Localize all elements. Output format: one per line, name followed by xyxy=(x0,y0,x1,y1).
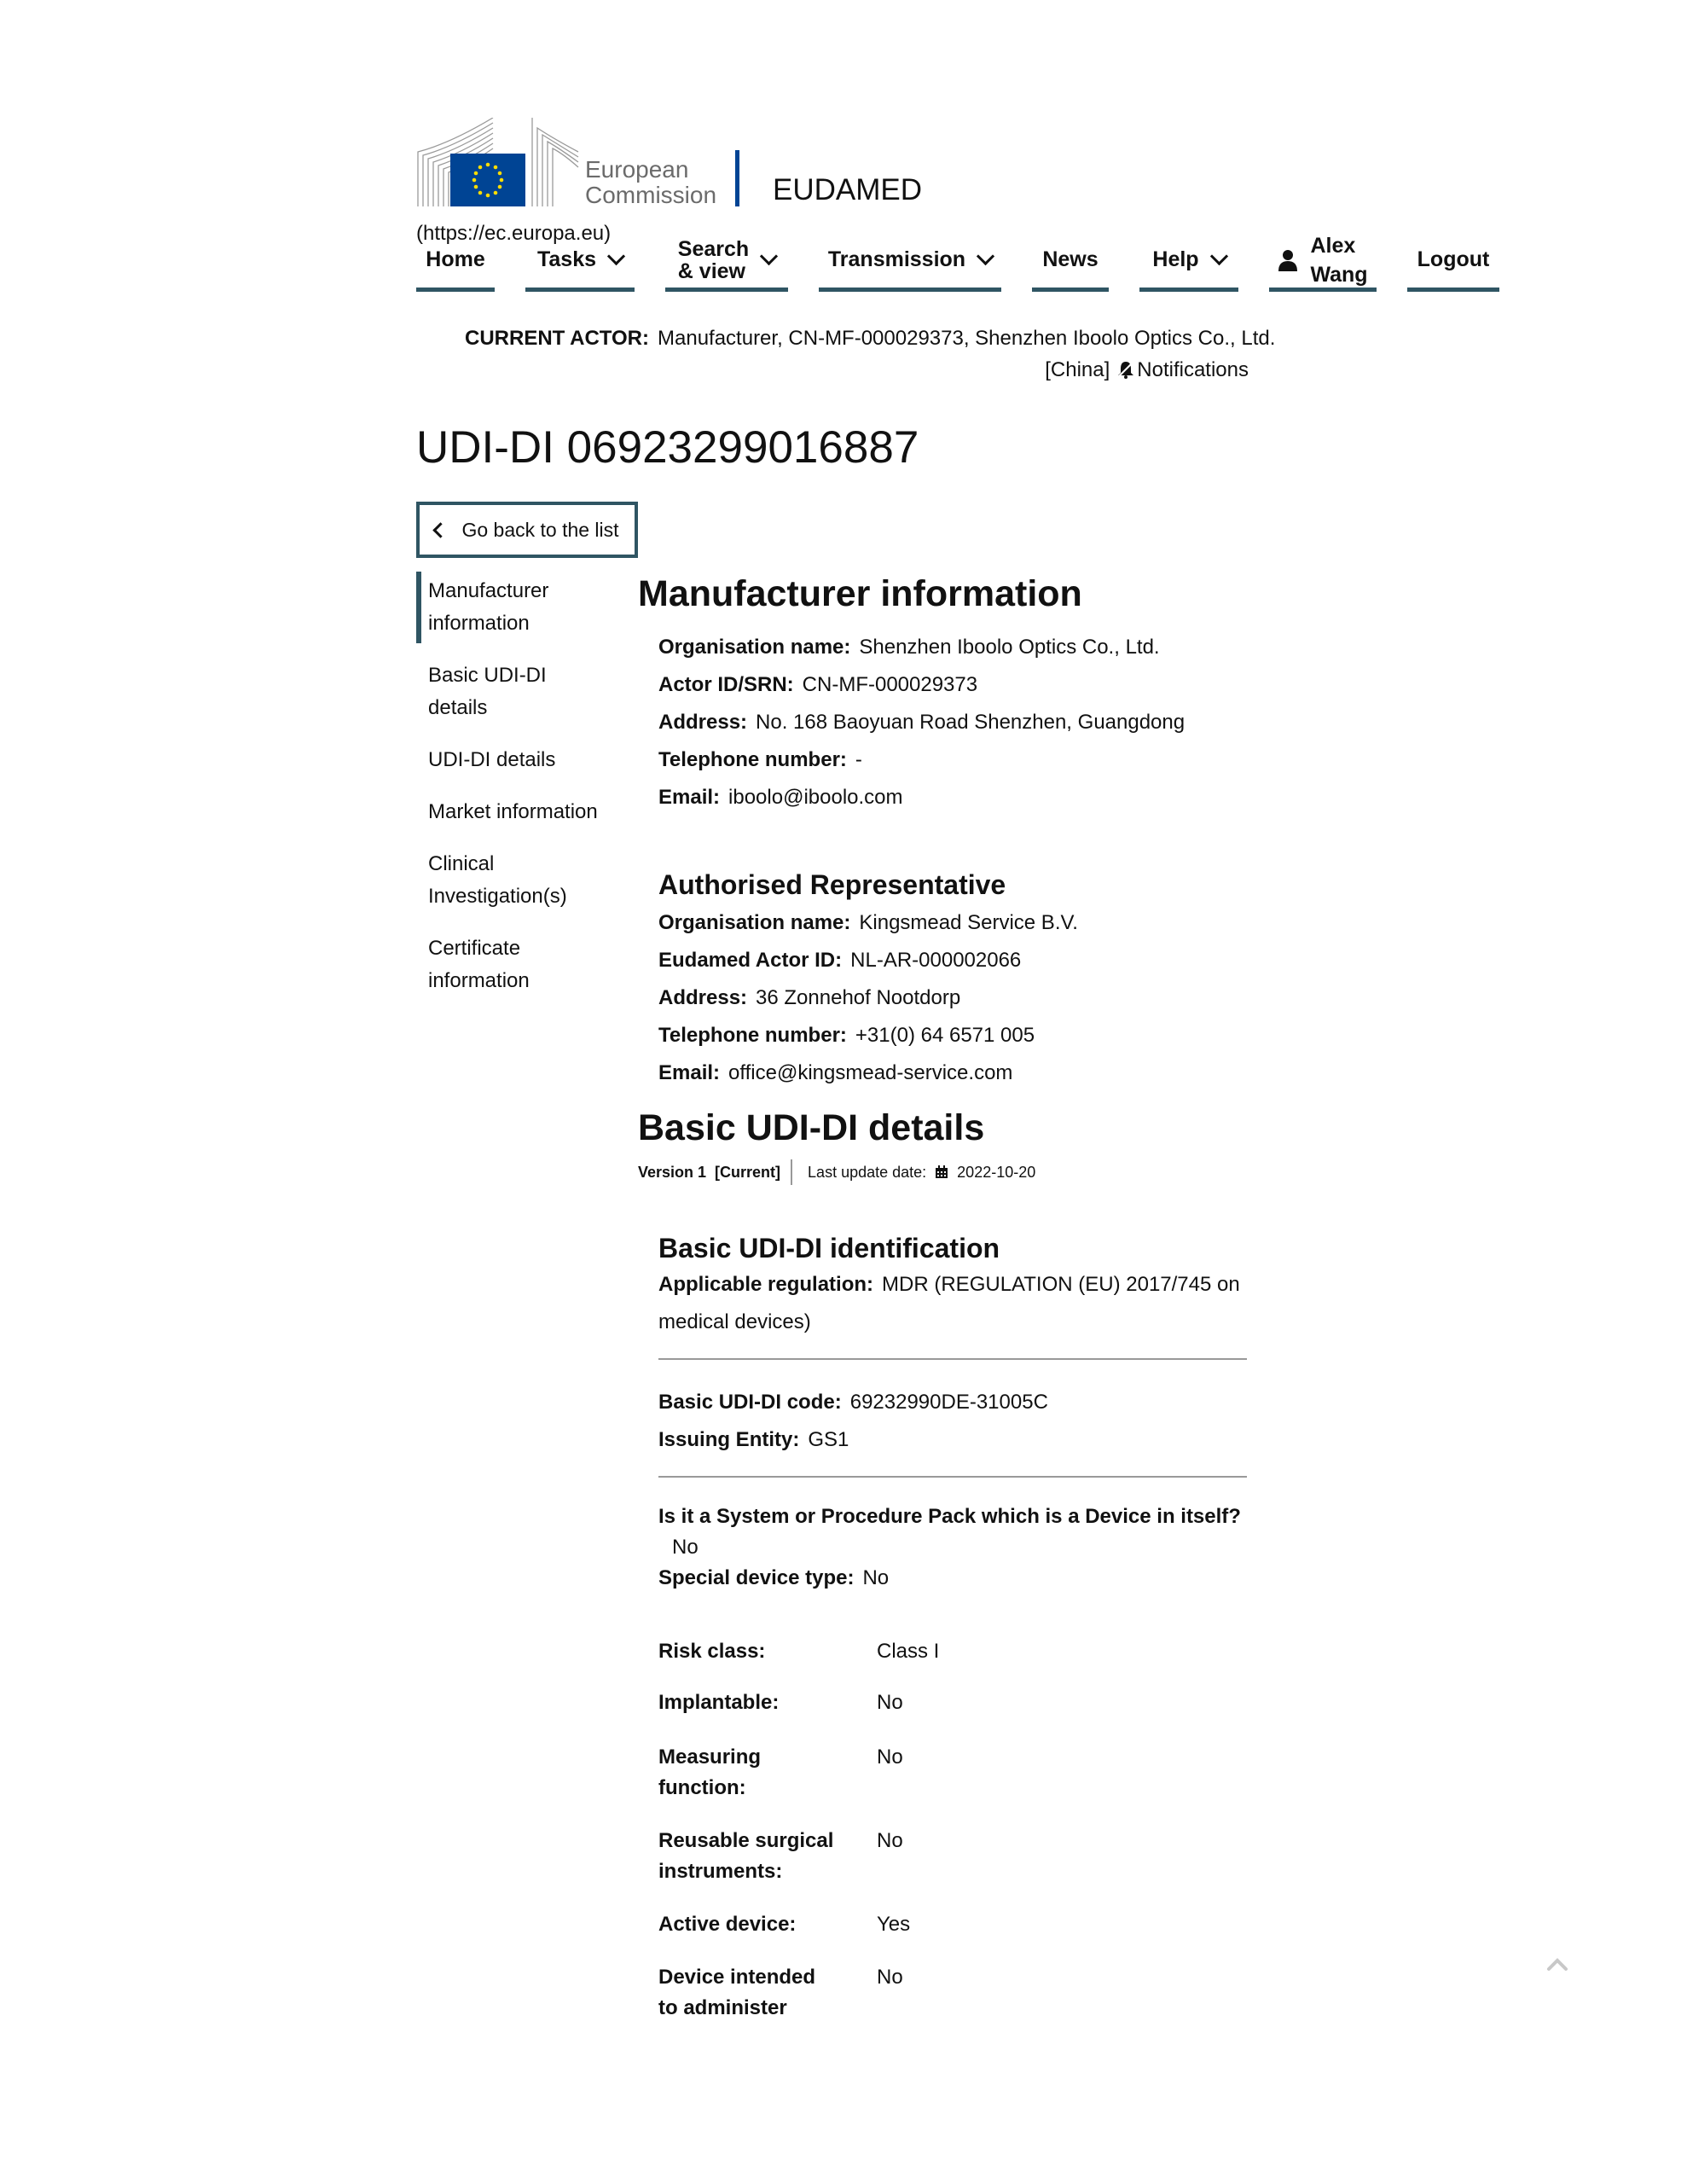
property-label-line2: function: xyxy=(658,1776,746,1799)
device-properties xyxy=(638,1636,1252,2024)
nav-logout[interactable] xyxy=(1407,230,1499,292)
field-label: Email: xyxy=(658,1061,721,1084)
field-label: Address: xyxy=(658,711,748,734)
property-label: Active device: xyxy=(658,1913,797,1936)
field-label: Telephone number: xyxy=(658,1024,847,1047)
sidenav-udi-di-details[interactable] xyxy=(416,741,612,780)
chevron-down-icon xyxy=(1209,247,1227,265)
version-label: Version 1 xyxy=(638,1163,707,1181)
field-value: office@kingsmead-service.com xyxy=(728,1061,1013,1084)
field-value: 69232990DE-31005C xyxy=(849,1391,1048,1414)
sidenav-basic-udi-di-details[interactable] xyxy=(416,656,612,728)
property-label xyxy=(658,1742,877,1804)
chevron-left-icon xyxy=(433,522,449,537)
field-value: - xyxy=(855,748,862,771)
ar-telephone xyxy=(658,1017,1252,1054)
svg-text:European: European xyxy=(585,156,689,183)
authorised-rep-fields xyxy=(638,904,1252,1092)
field-label: Issuing Entity: xyxy=(658,1428,800,1451)
field-label: Eudamed Actor ID: xyxy=(658,949,843,972)
nav-search-view[interactable] xyxy=(665,230,788,292)
nav-help-label: Help xyxy=(1152,247,1199,271)
current-actor-label: CURRENT ACTOR: xyxy=(465,327,649,350)
nav-home-label: Home xyxy=(426,247,485,271)
section-sidenav xyxy=(416,572,612,1014)
property-value: No xyxy=(877,1829,903,1852)
nav-news-label: News xyxy=(1042,247,1099,271)
property-label-line1: Measuring xyxy=(658,1745,762,1769)
property-label xyxy=(658,1962,877,2024)
basic-udi-heading: Basic UDI-DI details xyxy=(638,1107,985,1148)
property-label-line2: to administer xyxy=(658,1996,787,2019)
property-reusable-instruments xyxy=(658,1826,1252,1887)
nav-logout-label: Logout xyxy=(1417,247,1490,271)
property-risk-class xyxy=(658,1636,1252,1667)
field-value: MDR (REGULATION (EU) 2017/745 on xyxy=(882,1273,1240,1296)
manufacturer-org-name xyxy=(658,629,1252,666)
property-value: No xyxy=(877,1691,903,1714)
nav-transmission-label: Transmission xyxy=(827,247,966,271)
property-label-line1: Reusable surgical xyxy=(658,1829,834,1852)
manufacturer-fields xyxy=(638,629,1252,816)
user-first-name: Alex xyxy=(1310,233,1356,258)
sidenav-clinical-investigations[interactable] xyxy=(416,845,612,916)
sidenav-item-line1: Market information xyxy=(428,800,598,823)
property-value: Class I xyxy=(877,1640,940,1663)
nav-help[interactable] xyxy=(1139,230,1238,292)
sidenav-item-line2: information xyxy=(428,969,530,992)
last-update-label: Last update date: xyxy=(808,1163,927,1181)
field-label: Email: xyxy=(658,786,721,809)
version-divider xyxy=(791,1159,792,1185)
field-label: Basic UDI-DI code: xyxy=(658,1391,842,1414)
page-title: UDI-DI 06923299016887 xyxy=(416,422,919,473)
field-label: Organisation name: xyxy=(658,911,851,934)
sidenav-manufacturer-information[interactable] xyxy=(416,572,612,643)
field-value: No. 168 Baoyuan Road Shenzhen, Guangdong xyxy=(756,711,1186,734)
field-label: Address: xyxy=(658,986,748,1009)
calendar-icon xyxy=(935,1165,948,1179)
nav-user-menu[interactable] xyxy=(1269,230,1377,292)
field-label: Special device type: xyxy=(658,1566,855,1589)
version-current-badge: [Current] xyxy=(715,1163,781,1181)
version-row xyxy=(638,1159,1252,1185)
ar-org-name xyxy=(658,904,1252,942)
chevron-down-icon xyxy=(760,247,778,265)
bell-icon xyxy=(1116,360,1135,379)
ar-actor-id xyxy=(658,942,1252,979)
system-pack-value: No xyxy=(672,1536,699,1559)
property-label: Risk class: xyxy=(658,1640,766,1663)
back-to-list-button[interactable] xyxy=(416,502,638,558)
field-label: Is it a System or Procedure Pack which is a Device in itself? xyxy=(658,1505,1241,1528)
current-actor xyxy=(465,327,1275,351)
manufacturer-heading: Manufacturer information xyxy=(638,573,1082,614)
property-value: Yes xyxy=(877,1913,911,1936)
user-icon xyxy=(1278,249,1298,271)
applicable-regulation xyxy=(658,1266,1252,1341)
property-active-device xyxy=(658,1909,1252,1940)
sidenav-item-line1: UDI-DI details xyxy=(428,748,556,771)
nav-tasks[interactable] xyxy=(525,230,635,292)
system-pack-question xyxy=(658,1502,1252,1532)
field-value: GS1 xyxy=(808,1428,849,1451)
nav-search-view-label xyxy=(678,238,749,282)
nav-search-line2: & view xyxy=(677,258,745,283)
field-value: Shenzhen Iboolo Optics Co., Ltd. xyxy=(859,636,1160,659)
sidenav-item-line1: Basic UDI-DI xyxy=(428,664,547,687)
basic-udi-code xyxy=(658,1384,1252,1421)
sidenav-item-line1: Clinical xyxy=(428,852,495,875)
field-value-cont: medical devices) xyxy=(658,1310,811,1333)
basic-udi-identification-heading: Basic UDI-DI identification xyxy=(658,1233,1000,1263)
field-value: CN-MF-000029373 xyxy=(802,673,978,696)
notifications-link[interactable]: Notifications xyxy=(1137,358,1249,381)
sidenav-market-information[interactable] xyxy=(416,793,612,832)
manufacturer-actor-id xyxy=(658,666,1252,704)
ar-address xyxy=(658,979,1252,1017)
nav-transmission[interactable] xyxy=(819,230,1001,292)
field-value: NL-AR-000002066 xyxy=(850,949,1022,972)
manufacturer-telephone xyxy=(658,741,1252,779)
sidenav-certificate-information[interactable] xyxy=(416,929,612,1001)
property-value: No xyxy=(877,1966,903,1989)
nav-tasks-label: Tasks xyxy=(536,247,597,271)
field-label: Organisation name: xyxy=(658,636,851,659)
main-content xyxy=(638,573,1252,2024)
property-value: No xyxy=(877,1745,903,1769)
current-actor-value: Manufacturer, CN-MF-000029373, Shenzhen Iboolo Optics Co., Ltd. xyxy=(658,327,1276,350)
chevron-down-icon xyxy=(607,247,625,265)
sidenav-item-line1: Certificate xyxy=(428,937,521,960)
field-value: iboolo@iboolo.com xyxy=(728,786,903,809)
back-to-list-label: Go back to the list xyxy=(461,518,619,541)
app-name: EUDAMED xyxy=(773,173,923,206)
special-device-type xyxy=(658,1563,1252,1594)
property-label-line2: instruments: xyxy=(658,1860,783,1883)
sidenav-item-line2: details xyxy=(428,696,488,719)
field-label: Actor ID/SRN: xyxy=(658,673,794,696)
field-value: +31(0) 64 6571 005 xyxy=(855,1024,1035,1047)
field-value: No xyxy=(862,1566,890,1589)
property-label: Implantable: xyxy=(658,1691,780,1714)
sidenav-item-line2: information xyxy=(428,612,530,635)
arrow-up-icon[interactable] xyxy=(1545,1954,1569,1978)
svg-text:Commission: Commission xyxy=(585,182,717,206)
actor-country: [China] xyxy=(1045,358,1110,381)
field-label: Telephone number: xyxy=(658,748,847,771)
nav-news[interactable] xyxy=(1032,230,1109,292)
ec-logo-graphic xyxy=(416,118,742,206)
logo-url-text[interactable]: (https://ec.europa.eu) xyxy=(416,222,612,245)
property-label-line1: Device intended xyxy=(658,1966,816,1989)
property-implantable xyxy=(658,1687,1252,1718)
property-measuring-function xyxy=(658,1742,1252,1804)
sidenav-item-line2: Investigation(s) xyxy=(428,885,567,908)
last-update-value: 2022-10-20 xyxy=(957,1163,1036,1181)
field-value: Kingsmead Service B.V. xyxy=(859,911,1078,934)
nav-home[interactable] xyxy=(416,230,495,292)
manufacturer-address xyxy=(658,704,1252,741)
issuing-entity xyxy=(658,1421,1252,1459)
property-label xyxy=(658,1826,877,1887)
property-administer-medicine xyxy=(658,1962,1252,2024)
sidenav-item-line1: Manufacturer xyxy=(428,579,549,602)
ar-email xyxy=(658,1054,1252,1092)
ec-logo[interactable] xyxy=(416,118,742,206)
field-value: 36 Zonnehof Nootdorp xyxy=(756,986,961,1009)
authorised-rep-heading: Authorised Representative xyxy=(658,869,1006,900)
manufacturer-email xyxy=(658,779,1252,816)
field-label: Applicable regulation: xyxy=(658,1273,874,1296)
nav-search-line1: Search xyxy=(677,236,750,261)
nav-user-label xyxy=(1310,231,1367,289)
current-actor-line2 xyxy=(1045,358,1249,382)
user-last-name: Wang xyxy=(1310,262,1368,287)
chevron-down-icon xyxy=(977,247,994,265)
